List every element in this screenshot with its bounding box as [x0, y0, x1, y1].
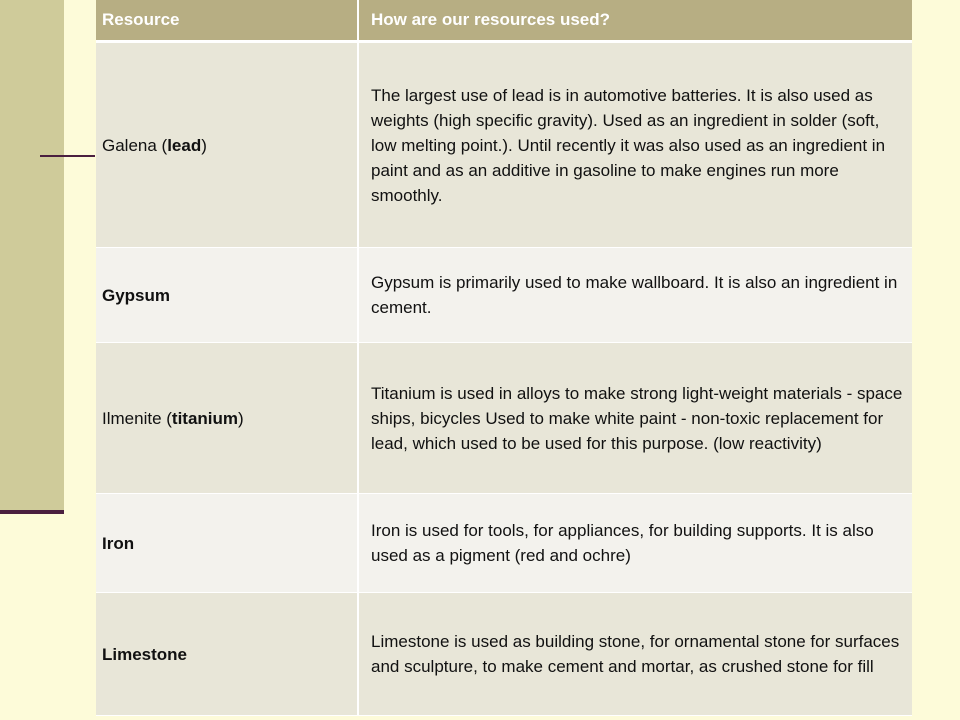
table-row: [96, 593, 912, 716]
resource-name-suffix: ): [238, 408, 244, 428]
resource-name-cell: [96, 248, 358, 343]
resource-name-cell: [96, 343, 358, 494]
side-decoration-bar: [0, 0, 64, 510]
use-column-header: How are our resources used?: [358, 0, 912, 42]
resource-use-cell: Limestone is used as building stone, for ornamental stone for surfaces and sculpture, to make cement and mortar, as crushed stone for fill: [358, 593, 912, 716]
resource-name-cell: [96, 593, 358, 716]
table-row: [96, 343, 912, 494]
resource-column-header: Resource: [96, 0, 358, 42]
resource-name-cell: [96, 42, 358, 248]
resource-name-cell: [96, 494, 358, 593]
resource-name-bold: titanium: [171, 408, 239, 428]
table-row: [96, 494, 912, 593]
resource-name-bold: Gypsum: [102, 285, 171, 305]
resource-use-cell: The largest use of lead is in automotive batteries. It is also used as weights (high specific gravity). Used as an ingredient in solder (soft, low melting point.). Until recently it was also used as an ingredient in paint and as an additive in gasoline to make engines run more smoothly.: [358, 42, 912, 248]
resource-name-suffix: ): [201, 135, 207, 155]
table-row: [96, 248, 912, 343]
table-row: [96, 42, 912, 248]
resource-use-cell: Gypsum is primarily used to make wallboard. It is also an ingredient in cement.: [358, 248, 912, 343]
resource-name-bold: Limestone: [102, 644, 188, 664]
connector-line: [40, 155, 95, 157]
resource-name-prefix: Galena (: [102, 135, 168, 155]
side-bar-accent-line: [0, 510, 64, 514]
resource-name-bold: lead: [167, 135, 202, 155]
resource-use-cell: Iron is used for tools, for appliances, for building supports. It is also used as a pigment (red and ochre): [358, 494, 912, 593]
resource-name-bold: Iron: [102, 533, 135, 553]
table-header-row: [96, 0, 912, 42]
resources-table: [96, 0, 912, 716]
resource-name-prefix: Ilmenite (: [102, 408, 172, 428]
resource-use-cell: Titanium is used in alloys to make strong light-weight materials - space ships, bicycles Used to make white paint - non-toxic replacement for lead, which used to be used for this purpose. (low reactivity): [358, 343, 912, 494]
